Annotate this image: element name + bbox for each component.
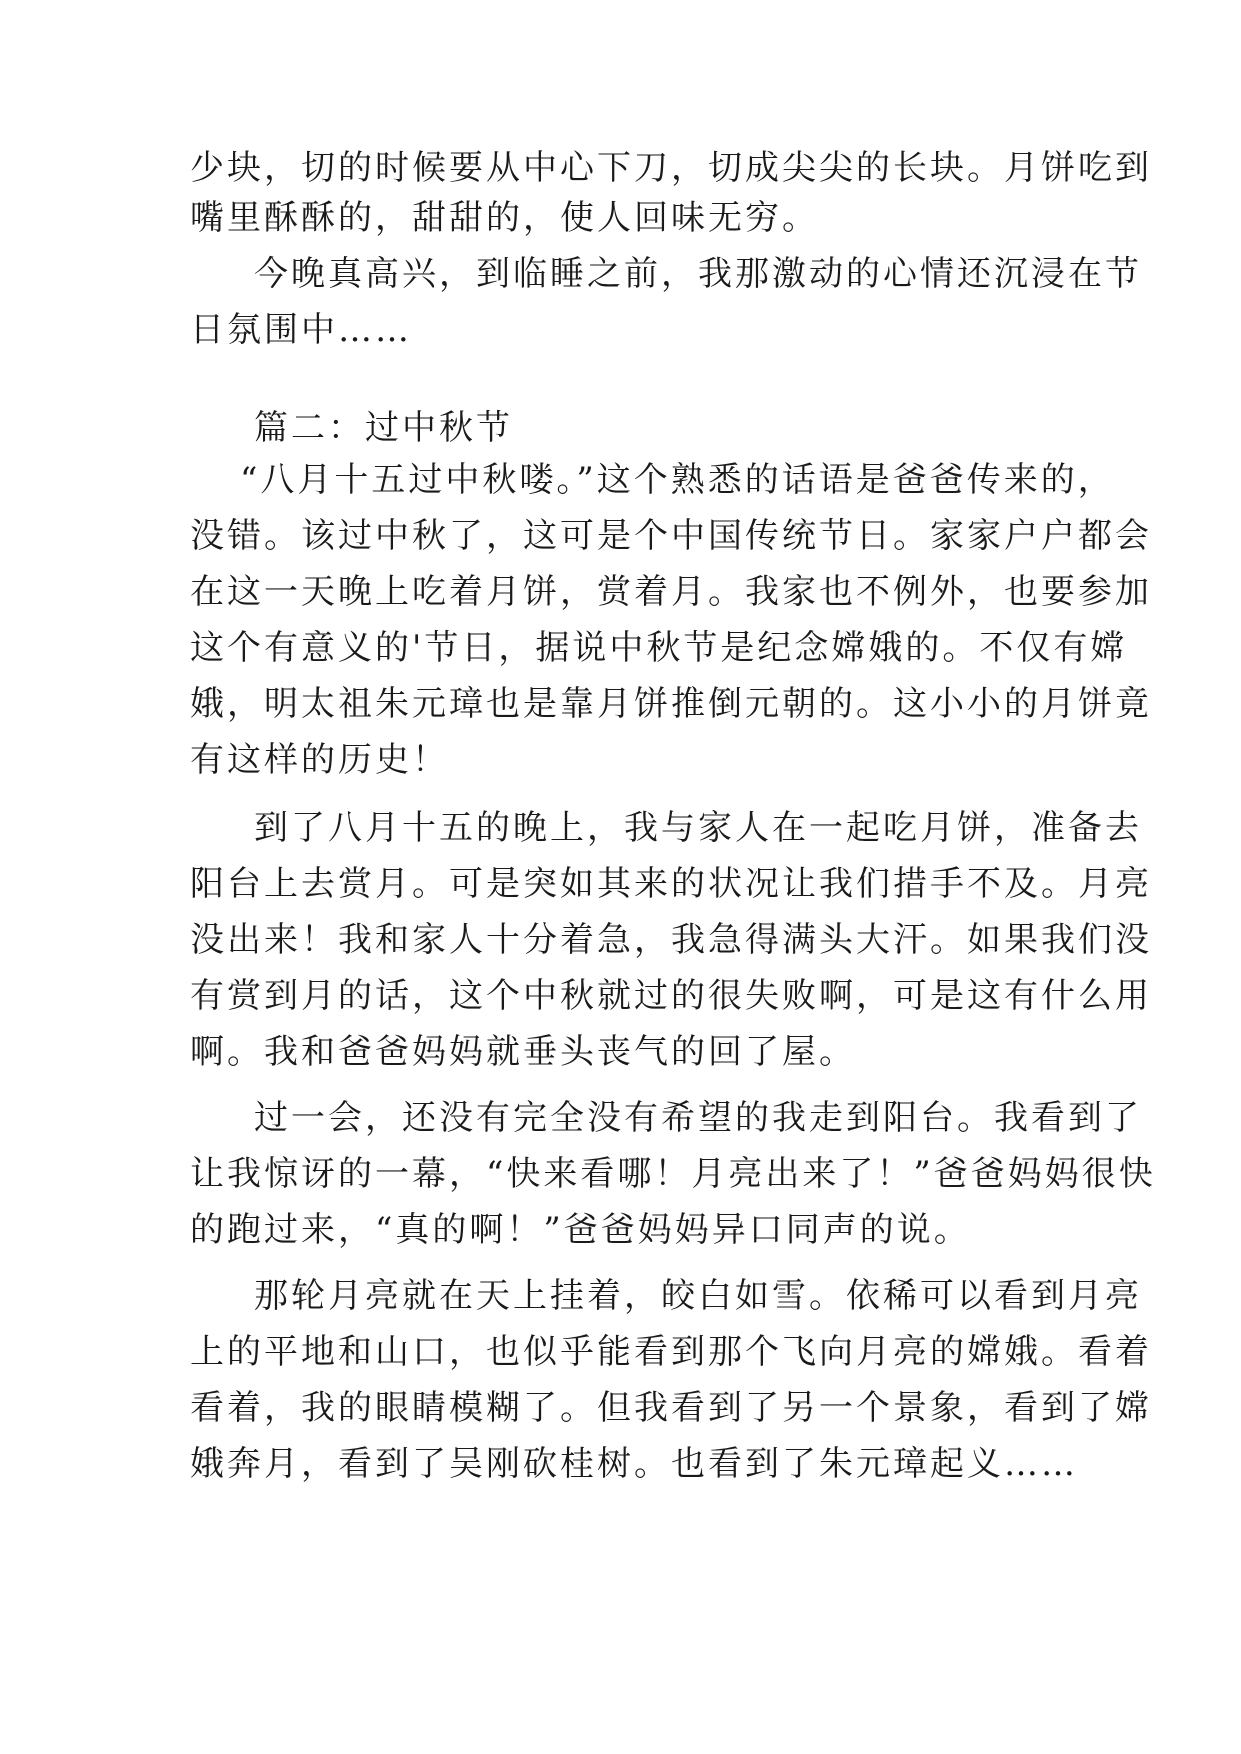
text-line: 有赏到月的话，这个中秋就过的很失败啊，可是这有什么用 <box>190 976 1152 1016</box>
text-line: 日氛围中…… <box>190 310 412 350</box>
text-line: 在这一天晚上吃着月饼，赏着月。我家也不例外，也要参加 <box>190 572 1152 612</box>
text-line: 啊。我和爸爸妈妈就垂头丧气的回了屋。 <box>190 1032 856 1072</box>
text-line: 有这样的历史！ <box>190 740 449 780</box>
text-line: 没出来！我和家人十分着急，我急得满头大汗。如果我们没 <box>190 920 1152 960</box>
text-line: 到了八月十五的晚上，我与家人在一起吃月饼，准备去 <box>254 808 1142 848</box>
text-line: 过一会，还没有完全没有希望的我走到阳台。我看到了 <box>254 1098 1142 1138</box>
text-line: 娥奔月，看到了吴刚砍桂树。也看到了朱元璋起义…… <box>190 1444 1078 1484</box>
text-line: “八月十五过中秋喽。”这个熟悉的话语是爸爸传来的， <box>240 460 1115 500</box>
section-title: 篇二：过中秋节 <box>254 408 513 448</box>
text-line: 这个有意义的'节日，据说中秋节是纪念嫦娥的。不仅有嫦 <box>190 628 1128 668</box>
text-line: 让我惊讶的一幕，“快来看哪！月亮出来了！”爸爸妈妈很快 <box>190 1154 1156 1194</box>
text-line: 娥，明太祖朱元璋也是靠月饼推倒元朝的。这小小的月饼竟 <box>190 684 1152 724</box>
text-line: 嘴里酥酥的，甜甜的，使人回味无穷。 <box>190 198 819 238</box>
text-line: 没错。该过中秋了，这可是个中国传统节日。家家户户都会 <box>190 516 1152 556</box>
text-line: 少块，切的时候要从中心下刀，切成尖尖的长块。月饼吃到 <box>190 148 1152 188</box>
text-line: 阳台上去赏月。可是突如其来的状况让我们措手不及。月亮 <box>190 864 1152 904</box>
text-line: 的跑过来，“真的啊！”爸爸妈妈异口同声的说。 <box>190 1210 971 1250</box>
text-line: 那轮月亮就在天上挂着，皎白如雪。依稀可以看到月亮 <box>254 1276 1142 1316</box>
text-line: 今晚真高兴，到临睡之前，我那激动的心情还沉浸在节 <box>254 254 1142 294</box>
text-line: 上的平地和山口，也似乎能看到那个飞向月亮的嫦娥。看着 <box>190 1332 1152 1372</box>
text-line: 看着，我的眼睛模糊了。但我看到了另一个景象，看到了嫦 <box>190 1388 1152 1428</box>
